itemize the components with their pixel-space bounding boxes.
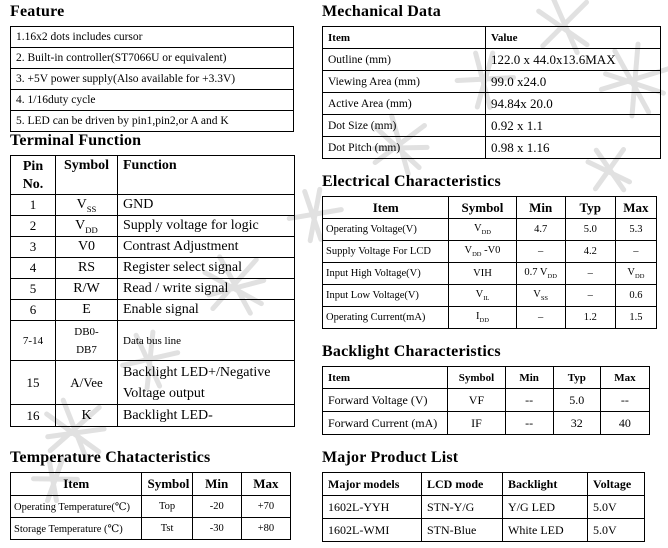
pin-cell: 15 — [11, 361, 56, 405]
item-cell: Outline (mm) — [323, 49, 486, 71]
max-sub: DD — [635, 273, 645, 281]
mechanical-data-table — [322, 26, 661, 159]
symbol-cell — [56, 216, 118, 237]
symbol-cell — [449, 219, 516, 241]
min-cell: -20 — [192, 496, 241, 518]
electrical-header-max: Max — [615, 197, 656, 219]
backlight-characteristics-section — [322, 342, 650, 435]
max-cell: 40 — [600, 412, 649, 435]
function-cell: Contrast Adjustment — [118, 237, 295, 258]
temperature-header-max: Max — [241, 473, 290, 496]
mechanical-row — [323, 71, 661, 93]
item-cell: Input Low Voltage(V) — [323, 285, 449, 307]
symbol-sub: DD — [481, 229, 491, 237]
mechanical-row — [323, 49, 661, 71]
feature-table — [10, 26, 294, 132]
pin-cell: 1 — [11, 195, 56, 216]
value-cell: 94.84x 20.0 — [486, 93, 661, 115]
symbol-base: V — [464, 244, 473, 256]
electrical-characteristics-section — [322, 172, 657, 329]
item-cell: Operating Temperature(℃) — [11, 496, 142, 518]
product-header-model: Major models — [323, 473, 422, 496]
mechanical-data-section — [322, 2, 661, 159]
model-cell: 1602L-YYH — [323, 496, 422, 519]
pin-cell: 16 — [11, 405, 56, 427]
feature-item: 2. Built-in controller(ST7066U or equivalent) — [11, 48, 294, 69]
product-header-row — [323, 473, 645, 496]
feature-section — [10, 2, 294, 132]
symbol-base: V — [75, 217, 86, 233]
electrical-header-row — [323, 197, 657, 219]
symbol-cell — [449, 307, 516, 329]
symbol-cell: A/Vee — [56, 361, 118, 405]
symbol-sub: DD — [479, 317, 489, 325]
symbol-cell: VIH — [449, 263, 516, 285]
min-base: 0.7 V — [524, 266, 548, 278]
mechanical-row — [323, 115, 661, 137]
backlight-header-item: Item — [323, 367, 448, 389]
electrical-characteristics-table — [322, 196, 657, 329]
terminal-function-table — [10, 155, 295, 427]
electrical-row — [323, 263, 657, 285]
terminal-row — [11, 279, 295, 300]
temperature-title: Temperature Chatacteristics — [10, 449, 211, 466]
item-cell: Storage Temperature (℃) — [11, 518, 142, 540]
symbol-line1: DB0- — [74, 325, 99, 338]
backlight-header-min: Min — [505, 367, 553, 389]
terminal-row — [11, 300, 295, 321]
symbol-sub: DD — [85, 224, 98, 235]
item-cell: Operating Current(mA) — [323, 307, 449, 329]
symbol-cell: VF — [448, 389, 505, 412]
electrical-characteristics-title: Electrical Characteristics — [322, 173, 501, 190]
voltage-cell: 5.0V — [588, 519, 645, 542]
typ-cell: 1.2 — [565, 307, 615, 329]
symbol-cell: Top — [142, 496, 192, 518]
function-cell: Enable signal — [118, 300, 295, 321]
mechanical-row — [323, 93, 661, 115]
backlight-header-typ: Typ — [553, 367, 600, 389]
lcd-mode-cell: STN-Blue — [422, 519, 503, 542]
temperature-header-row — [11, 473, 291, 496]
typ-cell: 5.0 — [565, 219, 615, 241]
item-cell: Dot Pitch (mm) — [323, 137, 486, 159]
mechanical-row — [323, 137, 661, 159]
feature-item: 3. +5V power supply(Also available for +3.3V) — [11, 69, 294, 90]
temperature-header-min: Min — [192, 473, 241, 496]
backlight-characteristics-title: Backlight Characteristics — [322, 343, 501, 360]
terminal-header-pin — [11, 156, 56, 195]
terminal-function-title: Terminal Function — [10, 132, 142, 149]
function-cell: Backlight LED+/Negative Voltage output — [118, 361, 295, 405]
electrical-header-symbol: Symbol — [449, 197, 516, 219]
max-cell: 0.6 — [615, 285, 656, 307]
item-cell: Operating Voltage(V) — [323, 219, 449, 241]
min-cell — [516, 263, 565, 285]
electrical-row — [323, 285, 657, 307]
lcd-mode-cell: STN-Y/G — [422, 496, 503, 519]
mechanical-header-row — [323, 27, 661, 49]
symbol-cell: Tst — [142, 518, 192, 540]
major-product-list-table — [322, 472, 645, 542]
product-row — [323, 496, 645, 519]
mechanical-header-value: Value — [486, 27, 661, 49]
symbol-sub: SS — [86, 203, 97, 214]
feature-row — [11, 111, 294, 132]
temperature-header-symbol: Symbol — [142, 473, 192, 496]
feature-row — [11, 48, 294, 69]
temperature-header-item: Item — [11, 473, 142, 496]
terminal-row — [11, 237, 295, 258]
terminal-header-pin-line1: Pin — [22, 159, 44, 174]
symbol-cell — [56, 321, 118, 361]
product-header-voltage: Voltage — [588, 473, 645, 496]
typ-cell: 4.2 — [565, 241, 615, 263]
symbol-base: V — [76, 196, 87, 212]
product-header-lcd-mode: LCD mode — [422, 473, 503, 496]
backlight-row — [323, 389, 650, 412]
typ-cell: – — [565, 285, 615, 307]
product-row — [323, 519, 645, 542]
function-cell: GND — [118, 195, 295, 216]
terminal-header-symbol: Symbol — [56, 156, 118, 195]
symbol-post: -V0 — [481, 244, 501, 256]
terminal-row — [11, 361, 295, 405]
backlight-header-max: Max — [600, 367, 649, 389]
pin-cell: 5 — [11, 279, 56, 300]
max-cell — [615, 263, 656, 285]
symbol-base: V — [473, 222, 482, 234]
symbol-cell: E — [56, 300, 118, 321]
feature-row — [11, 90, 294, 111]
symbol-line2: DB7 — [76, 343, 97, 356]
voltage-cell: 5.0V — [588, 496, 645, 519]
min-cell: – — [516, 241, 565, 263]
symbol-cell — [449, 241, 516, 263]
backlight-cell: Y/G LED — [503, 496, 588, 519]
backlight-characteristics-table — [322, 366, 650, 435]
function-cell: Data bus line — [118, 321, 295, 361]
typ-cell: 5.0 — [553, 389, 600, 412]
value-cell: 0.98 x 1.16 — [486, 137, 661, 159]
value-cell: 0.92 x 1.1 — [486, 115, 661, 137]
max-base: V — [627, 266, 636, 278]
terminal-row — [11, 195, 295, 216]
major-product-list-title: Major Product List — [322, 449, 459, 466]
terminal-row — [11, 216, 295, 237]
product-header-backlight: Backlight — [503, 473, 588, 496]
feature-title: Feature — [10, 3, 65, 20]
symbol-cell: RS — [56, 258, 118, 279]
symbol-sub: DD — [472, 251, 482, 259]
mechanical-header-item: Item — [323, 27, 486, 49]
item-cell: Forward Current (mA) — [323, 412, 448, 435]
temperature-table — [10, 472, 291, 540]
symbol-cell: V0 — [56, 237, 118, 258]
electrical-header-min: Min — [516, 197, 565, 219]
symbol-cell: IF — [448, 412, 505, 435]
terminal-function-section — [10, 131, 295, 427]
terminal-row — [11, 405, 295, 427]
function-cell: Supply voltage for logic — [118, 216, 295, 237]
symbol-cell: K — [56, 405, 118, 427]
max-cell: – — [615, 241, 656, 263]
max-cell: 5.3 — [615, 219, 656, 241]
electrical-row — [323, 241, 657, 263]
backlight-header-symbol: Symbol — [448, 367, 505, 389]
pin-cell: 2 — [11, 216, 56, 237]
feature-item: 4. 1/16duty cycle — [11, 90, 294, 111]
max-cell: 1.5 — [615, 307, 656, 329]
min-cell — [516, 285, 565, 307]
min-cell: -- — [505, 412, 553, 435]
pin-cell: 7-14 — [11, 321, 56, 361]
symbol-base: V — [475, 288, 484, 300]
mechanical-data-title: Mechanical Data — [322, 3, 441, 20]
backlight-cell: White LED — [503, 519, 588, 542]
typ-cell: – — [565, 263, 615, 285]
electrical-header-item: Item — [323, 197, 449, 219]
backlight-row — [323, 412, 650, 435]
max-cell: +70 — [241, 496, 290, 518]
typ-cell: 32 — [553, 412, 600, 435]
item-cell: Forward Voltage (V) — [323, 389, 448, 412]
pin-cell: 6 — [11, 300, 56, 321]
item-cell: Viewing Area (mm) — [323, 71, 486, 93]
terminal-header-function: Function — [118, 156, 295, 195]
min-cell: -- — [505, 389, 553, 412]
min-sub: DD — [547, 273, 557, 281]
min-cell: – — [516, 307, 565, 329]
item-cell: Dot Size (mm) — [323, 115, 486, 137]
function-cell: Backlight LED- — [118, 405, 295, 427]
function-cell: Register select signal — [118, 258, 295, 279]
max-cell: -- — [600, 389, 649, 412]
temperature-row — [11, 518, 291, 540]
electrical-header-typ: Typ — [565, 197, 615, 219]
backlight-header-row — [323, 367, 650, 389]
min-base: V — [533, 288, 541, 300]
electrical-row — [323, 307, 657, 329]
feature-row — [11, 69, 294, 90]
model-cell: 1602L-WMI — [323, 519, 422, 542]
temperature-section — [10, 448, 291, 540]
item-cell: Supply Voltage For LCD — [323, 241, 449, 263]
min-cell: 4.7 — [516, 219, 565, 241]
value-cell: 122.0 x 44.0x13.6MAX — [486, 49, 661, 71]
function-cell: Read / write signal — [118, 279, 295, 300]
terminal-header-row — [11, 156, 295, 195]
symbol-cell — [56, 195, 118, 216]
terminal-row — [11, 258, 295, 279]
pin-cell: 3 — [11, 237, 56, 258]
terminal-row — [11, 321, 295, 361]
feature-row — [11, 27, 294, 48]
pin-cell: 4 — [11, 258, 56, 279]
min-sub: SS — [540, 295, 549, 303]
min-cell: -30 — [192, 518, 241, 540]
item-cell: Input High Voltage(V) — [323, 263, 449, 285]
max-cell: +80 — [241, 518, 290, 540]
terminal-header-pin-line2: No. — [22, 177, 44, 192]
item-cell: Active Area (mm) — [323, 93, 486, 115]
major-product-list-section — [322, 448, 645, 542]
temperature-row — [11, 496, 291, 518]
symbol-cell — [449, 285, 516, 307]
symbol-cell: R/W — [56, 279, 118, 300]
feature-item: 5. LED can be driven by pin1,pin2,or A and K — [11, 111, 294, 132]
electrical-row — [323, 219, 657, 241]
value-cell: 99.0 x24.0 — [486, 71, 661, 93]
feature-item: 1.16x2 dots includes cursor — [11, 27, 294, 48]
symbol-base: I — [476, 310, 480, 322]
symbol-sub: IL — [483, 295, 490, 303]
